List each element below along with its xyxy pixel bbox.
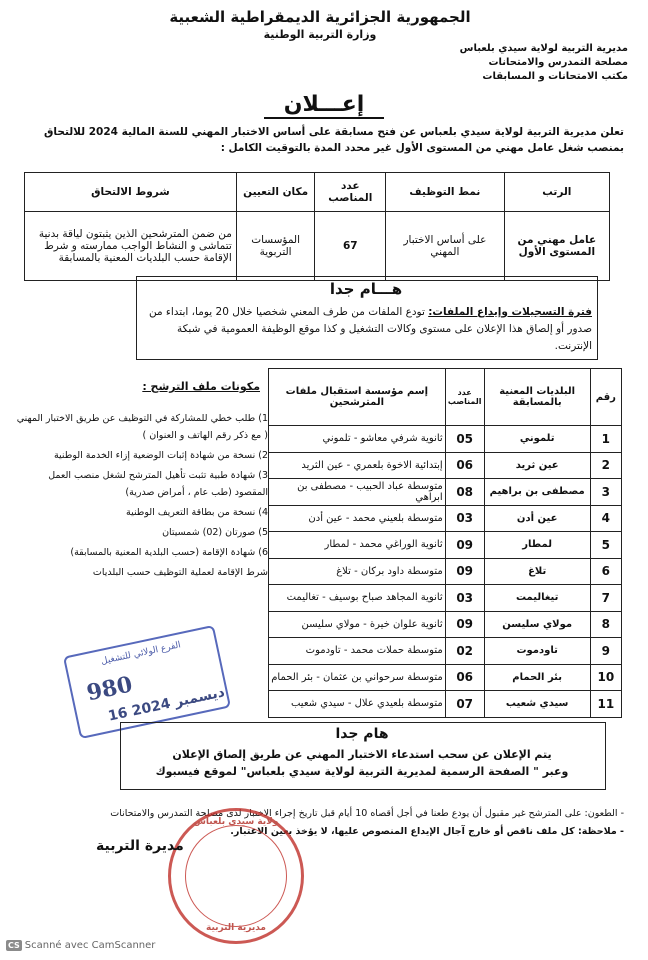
table-row xyxy=(269,638,622,665)
table-row xyxy=(269,479,622,506)
cell-number: 3 xyxy=(590,479,621,506)
table-row xyxy=(269,532,622,559)
col-commune: البلديات المعنية بالمسابقة xyxy=(484,369,590,426)
cell-count: 02 xyxy=(445,638,484,665)
service-name: مصلحة التمدرس والامتحانات xyxy=(488,57,628,68)
cell-commune: تيغاليمت xyxy=(484,585,590,612)
seal-top-text: ولاية سيدي بلعباس xyxy=(193,817,279,827)
cell-count: 09 xyxy=(445,532,484,559)
position-table xyxy=(24,172,610,281)
cell-commune: تاودموت xyxy=(484,638,590,665)
cell-rank: عامل مهني من المستوى الأول xyxy=(504,212,609,281)
directorate-block xyxy=(388,42,628,84)
republic-title: الجمهورية الجزائرية الديمقراطية الشعبية xyxy=(169,8,471,26)
cell-school: متوسطة داود بركان - تلاغ xyxy=(269,558,446,585)
cell-count: 09 xyxy=(445,611,484,638)
list-item: 3) شهادة طبية تثبت تأهيل المترشح لشغل منصب العمل المقصود (طب عام ، أمراض صدرية) xyxy=(48,470,268,498)
convocation-line-1: يتم الإعلان عن سحب استدعاء الاختبار المهني عن طريق إلصاق الإعلان xyxy=(172,748,552,761)
cell-count: 07 xyxy=(445,691,484,718)
cell-school: ثانوية المجاهد صباح بوسيف - تغاليمت xyxy=(269,585,446,612)
communes-table xyxy=(268,368,622,718)
cell-school: ثانوية شرفي معاشو - تلموني xyxy=(269,426,446,453)
appeals-note: - الطعون: على المترشح غير مقبول أن يودع طعنا في أجل أقصاه 10 أيام قبل تاريخ إجراء الاختبار لدى مصلحة التمدرس والامتحانات xyxy=(110,808,624,819)
table-row xyxy=(269,558,622,585)
table-row xyxy=(25,212,610,281)
important-notice-text xyxy=(140,304,592,355)
cell-place: المؤسسات التربوية xyxy=(236,212,315,281)
directorate-seal-stamp xyxy=(168,808,304,944)
col-positions: عدد المناصب xyxy=(315,173,386,212)
directorate-name: مديرية التربية لولاية سيدي بلعباس xyxy=(459,43,628,54)
table-row xyxy=(269,505,622,532)
list-item: 1) طلب خطي للمشاركة في التوظيف عن طريق الاختبار المهني ( مع ذكر رقم الهاتف و العنوان ) xyxy=(16,413,268,441)
cell-number: 5 xyxy=(590,532,621,559)
cell-commune: عين أدن xyxy=(484,505,590,532)
cell-school: ثانوية الوراغي محمد - لمطار xyxy=(269,532,446,559)
cell-school: متوسطة سرحواني بن عثمان - بئر الحمام xyxy=(269,664,446,691)
signature-title: مديرة التربية xyxy=(96,838,184,854)
col-conditions: شروط الالتحاق xyxy=(25,173,237,212)
cell-conditions: من ضمن المترشحين الذين يثبتون لياقة بدنية تتماشى و النشاط الواجب ممارسته و شرط الإقامة حسب البلديات المعنية بالمسابقة xyxy=(25,212,237,281)
cell-number: 1 xyxy=(590,426,621,453)
cell-count: 08 xyxy=(445,479,484,506)
col-school: إسم مؤسسة استقبال ملفات المترشحين xyxy=(269,369,446,426)
list-item: 5) صورتان (02) شمسيتان xyxy=(162,527,268,538)
cell-school: متوسطة عباد الحبيب - مصطفى بن ابراهي xyxy=(269,479,446,506)
cell-number: 6 xyxy=(590,558,621,585)
col-rank: الرتب xyxy=(504,173,609,212)
seal-inner-ring xyxy=(185,825,287,927)
cell-commune: مولاي سليسن xyxy=(484,611,590,638)
cell-commune: سيدي شعيب xyxy=(484,691,590,718)
file-components-list xyxy=(14,410,268,584)
convocation-notice-text xyxy=(124,746,600,780)
table-row xyxy=(269,664,622,691)
cell-school: متوسطة بلعيني محمد - عين أدن xyxy=(269,505,446,532)
file-components-title: مكونات ملف الترشح : xyxy=(142,380,260,393)
cell-number: 4 xyxy=(590,505,621,532)
table-row xyxy=(269,426,622,453)
cell-number: 11 xyxy=(590,691,621,718)
stamp-number: 980 xyxy=(84,671,135,707)
camscanner-watermark xyxy=(6,940,155,951)
list-item: 6) شهادة الإقامة (حسب البلدية المعنية بالمسابقة) xyxy=(70,547,268,558)
stamp-date: 16 ديسمبر 2024 xyxy=(106,684,227,725)
camscanner-text: Scanné avec CamScanner xyxy=(24,940,156,951)
cell-school: ثانوية علوان خيرة - مولاي سليسن xyxy=(269,611,446,638)
cell-number: 9 xyxy=(590,638,621,665)
table-row xyxy=(269,611,622,638)
cell-commune: بئر الحمام xyxy=(484,664,590,691)
registration-label: فترة التسجيلات وإيداع الملفات: xyxy=(428,306,592,318)
cell-count: 06 xyxy=(445,664,484,691)
cell-commune: تلاغ xyxy=(484,558,590,585)
cell-count: 09 xyxy=(445,558,484,585)
table-row xyxy=(269,691,622,718)
office-name: مكتب الامتحانات و المسابقات xyxy=(482,71,628,82)
table-row xyxy=(269,452,622,479)
cell-count: 05 xyxy=(445,426,484,453)
list-item: 4) نسخة من بطاقة التعريف الوطنية xyxy=(125,507,268,518)
remark-note: - ملاحظة: كل ملف ناقص أو خارج آجال الإيداع المنصوص عليها، لا يؤخذ بعين الاعتبار. xyxy=(230,826,624,837)
cell-number: 8 xyxy=(590,611,621,638)
table-header-row xyxy=(269,369,622,426)
cell-school: متوسطة حملات محمد - تاودموت xyxy=(269,638,446,665)
important-notice-title: هـــام جدا xyxy=(329,280,403,298)
convocation-line-2: وعبر " الصفحة الرسمية لمديرية التربية لولاية سيدي بلعباس" لموقع فيسبوك xyxy=(155,765,569,778)
cell-count: 06 xyxy=(445,452,484,479)
cell-number: 7 xyxy=(590,585,621,612)
cell-count: 03 xyxy=(445,505,484,532)
cell-positions: 67 xyxy=(315,212,386,281)
announcement-title: إعـــلان xyxy=(224,92,424,117)
list-item: شرط الإقامة لعملية التوظيف حسب البلديات xyxy=(92,567,268,578)
col-place: مكان التعيين xyxy=(236,173,315,212)
cell-commune: مصطفى بن براهيم xyxy=(484,479,590,506)
col-mode: نمط التوظيف xyxy=(386,173,505,212)
cell-school: متوسطة بلعيدي علال - سيدي شعيب xyxy=(269,691,446,718)
cell-count: 03 xyxy=(445,585,484,612)
table-row xyxy=(269,585,622,612)
camscanner-logo-icon: CS xyxy=(8,941,20,950)
announcement-intro: تعلن مديرية التربية لولاية سيدي بلعباس عن فتح مسابقة على أساس الاختبار المهني للسنة المالية 2024 للالتحاق بمنصب شغل عامل مهني من المستوى الأول غير محدد المدة بالتوقيت الكامل : xyxy=(44,126,624,154)
convocation-notice-title: هام جدا xyxy=(335,726,389,742)
stamp-office-text: الفرع الولائي للتشغيل xyxy=(100,640,182,667)
table-header-row xyxy=(25,173,610,212)
cell-mode: على أساس الاختبار المهني xyxy=(386,212,505,281)
registration-text: تودع الملفات من طرف المعني شخصيا خلال 20 يوما، ابتداء من صدور أو إلصاق هذا الإعلان على مستوى وكالات التشغيل و كذا موقع الوظيفة العمومية في شبكة الإنترنت. xyxy=(148,306,592,352)
ministry-title: وزارة التربية الوطنية xyxy=(263,28,377,41)
list-item: 2) نسخة من شهادة إثبات الوضعية إزاء الخدمة الوطنية xyxy=(53,450,268,461)
cell-commune: تلموني xyxy=(484,426,590,453)
col-number: رقم xyxy=(590,369,621,426)
cell-school: إبتدائية الاخوة بلعمري - عين الثريد xyxy=(269,452,446,479)
cell-number: 10 xyxy=(590,664,621,691)
cell-commune: لمطار xyxy=(484,532,590,559)
cell-number: 2 xyxy=(590,452,621,479)
seal-bottom-text: مديرية التربية xyxy=(206,923,266,933)
col-count: عدد المناصب xyxy=(445,369,484,426)
cell-commune: عين ثريد xyxy=(484,452,590,479)
